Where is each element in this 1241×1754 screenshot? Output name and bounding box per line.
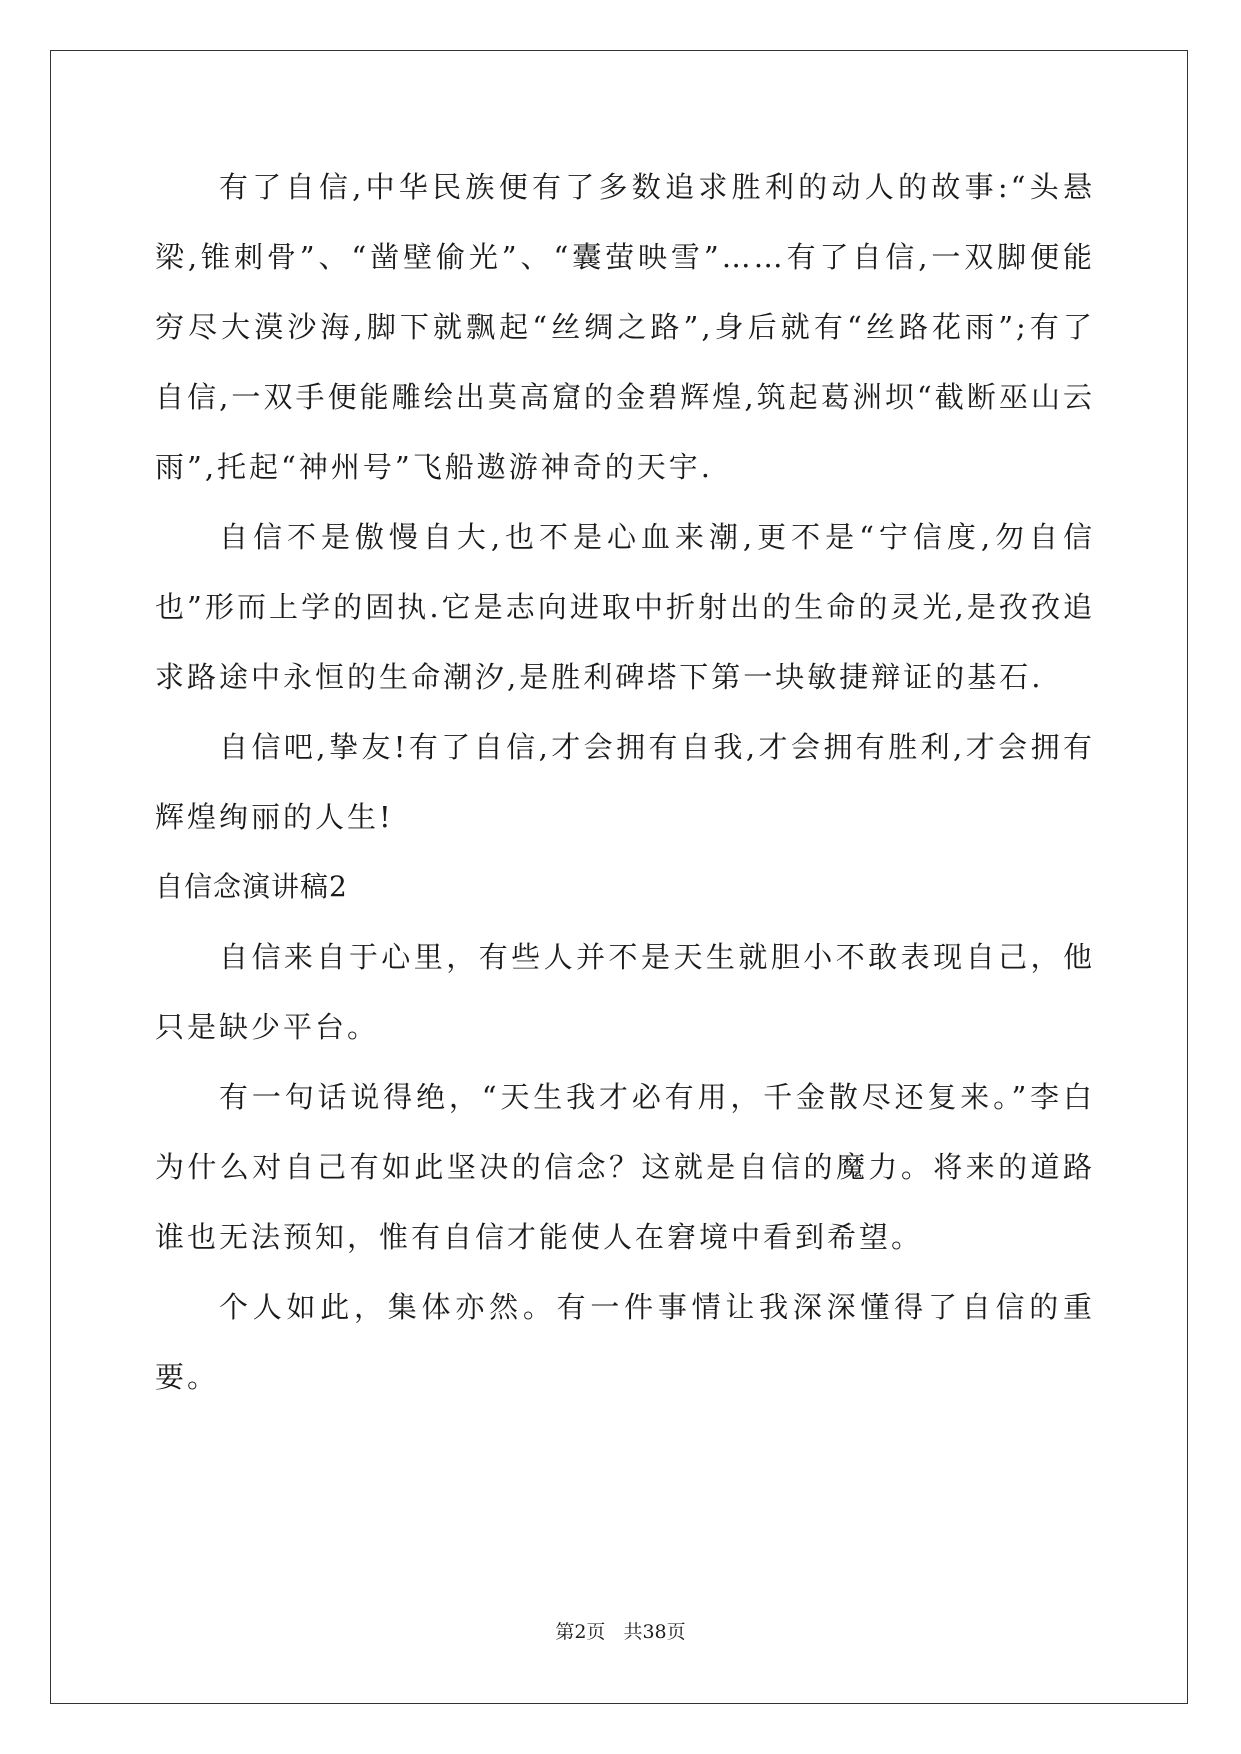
page-number: 第2页	[555, 1621, 606, 1643]
page-footer	[0, 1617, 1241, 1644]
paragraph: 自信不是傲慢自大,也不是心血来潮,更不是“宁信度,勿自信也”形而上学的固执.它是志向进取中折射出的生命的灵光,是孜孜追求路途中永恒的生命潮汐,是胜利碑塔下第一块敏捷辩证的基石.	[155, 520, 1095, 694]
document-body	[155, 152, 1095, 1412]
page-total: 共38页	[623, 1621, 686, 1643]
paragraph: 有了自信,中华民族便有了多数追求胜利的动人的故事:“头悬梁,锥刺骨”、“凿壁偷光”、“囊萤映雪”……有了自信,一双脚便能穷尽大漠沙海,脚下就飘起“丝绸之路”,身后就有“丝路花雨”;有了自信,一双手便能雕绘出莫高窟的金碧辉煌,筑起葛洲坝“截断巫山云雨”,托起“神州号”飞船遨游神奇的天宇.	[155, 170, 1095, 484]
section-heading: 自信念演讲稿2	[155, 870, 348, 903]
paragraph: 个人如此，集体亦然。有一件事情让我深深懂得了自信的重要。	[155, 1290, 1095, 1394]
paragraph: 自信来自于心里，有些人并不是天生就胆小不敢表现自己，他只是缺少平台。	[155, 940, 1095, 1044]
paragraph: 有一句话说得绝，“天生我才必有用，千金散尽还复来。”李白为什么对自己有如此坚决的信念？这就是自信的魔力。将来的道路谁也无法预知，惟有自信才能使人在窘境中看到希望。	[155, 1080, 1095, 1254]
paragraph: 自信吧,挚友!有了自信,才会拥有自我,才会拥有胜利,才会拥有辉煌绚丽的人生!	[155, 730, 1095, 834]
